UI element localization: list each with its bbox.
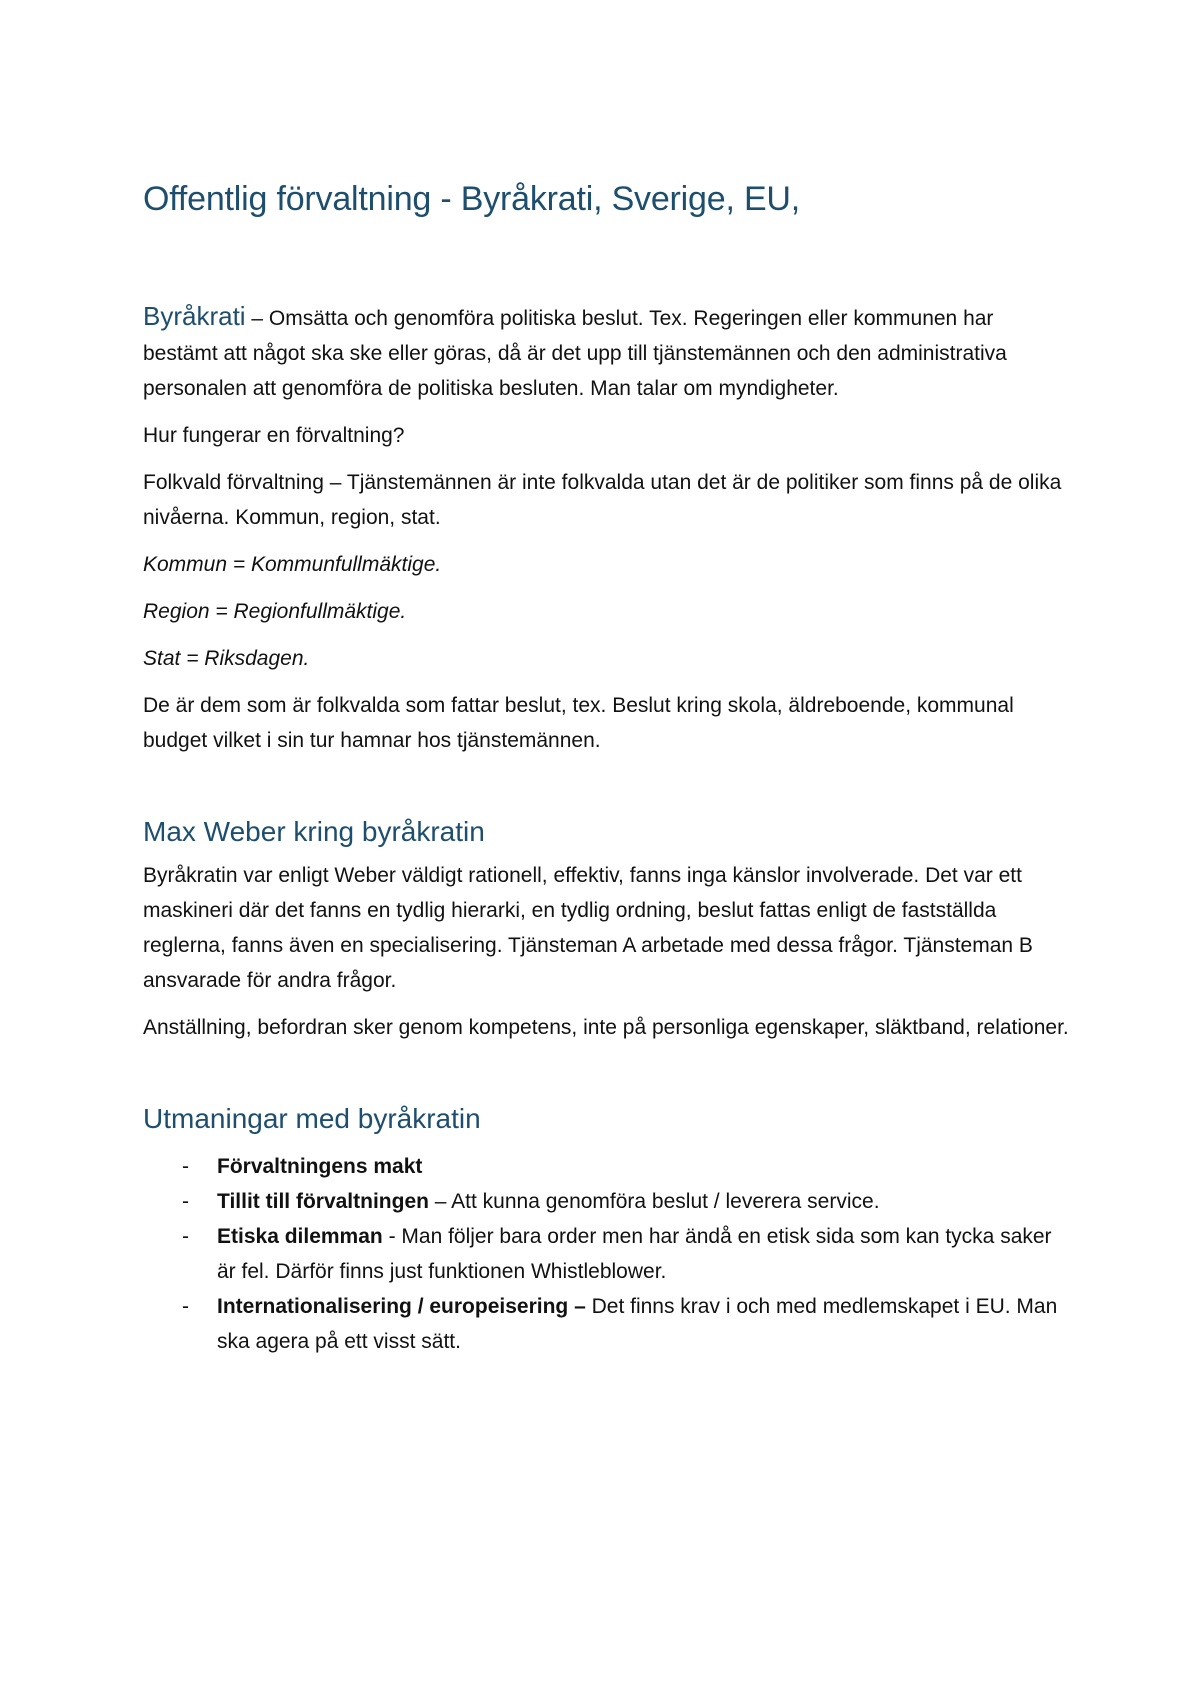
decisions-paragraph: De är dem som är folkvalda som fattar beslut, tex. Beslut kring skola, äldreboende, kommunal budget vilket i sin tur hamnar hos tjänstemännen. bbox=[143, 694, 1014, 752]
list-item bbox=[143, 1219, 1073, 1289]
dash-bullet: - bbox=[182, 1190, 189, 1213]
level-region: Region = Regionfullmäktige. bbox=[143, 600, 407, 623]
list-item-text: – Att kunna genomföra beslut / leverera service. bbox=[428, 1190, 880, 1213]
list-item bbox=[143, 1149, 1073, 1184]
folkvald-paragraph: Folkvald förvaltning – Tjänstemännen är inte folkvalda utan det är de politiker som finns på de olika nivåerna. Kommun, region, stat. bbox=[143, 471, 1062, 529]
document-title: Offentlig förvaltning - Byråkrati, Sverige, EU, bbox=[143, 180, 801, 218]
level-kommun: Kommun = Kommunfullmäktige. bbox=[143, 553, 442, 576]
weber-heading: Max Weber kring byråkratin bbox=[143, 816, 485, 847]
intro-paragraph bbox=[143, 299, 1073, 406]
dash-bullet: - bbox=[182, 1295, 189, 1318]
weber-paragraph-1: Byråkratin var enligt Weber väldigt rationell, effektiv, fanns inga känslor involverade. Det var ett maskineri där det fanns en tydlig hierarki, en tydlig ordning, beslut fattas enligt de fastställda reglerna, fanns även en specialisering. Tjänsteman A arbetade med dessa frågor. Tjänsteman B ansvarade för andra frågor. bbox=[143, 864, 1033, 992]
challenges-list bbox=[143, 1149, 1073, 1359]
list-item-bold: Tillit till förvaltningen bbox=[217, 1190, 429, 1213]
challenges-heading: Utmaningar med byråkratin bbox=[143, 1103, 481, 1134]
list-item-text: Det finns krav i och med medlemskapet i EU. Man ska agera på ett visst sätt. bbox=[217, 1295, 1058, 1353]
list-item-bold: Etiska dilemman bbox=[217, 1225, 383, 1248]
list-item bbox=[143, 1184, 1073, 1219]
dash-bullet: - bbox=[182, 1155, 189, 1178]
list-item-text: - Man följer bara order men har ändå en etisk sida som kan tycka saker är fel. Därför finns just funktionen Whistleblower. bbox=[217, 1225, 1052, 1283]
list-item-bold: Förvaltningens makt bbox=[217, 1155, 423, 1178]
weber-paragraph-2: Anställning, befordran sker genom kompetens, inte på personliga egenskaper, släktband, relationer. bbox=[143, 1016, 1069, 1039]
list-item-bold: Internationalisering / europeisering – bbox=[217, 1295, 586, 1318]
list-item bbox=[143, 1289, 1073, 1359]
dash-bullet: - bbox=[182, 1225, 189, 1248]
question-paragraph: Hur fungerar en förvaltning? bbox=[143, 424, 405, 447]
intro-lead: Byråkrati bbox=[143, 301, 246, 331]
document-page bbox=[143, 180, 1073, 1359]
level-stat: Stat = Riksdagen. bbox=[143, 647, 310, 670]
intro-text: – Omsätta och genomföra politiska beslut. Tex. Regeringen eller kommunen har bestämt att något ska ske eller göras, då är det upp till tjänstemännen och den administrativa personalen att genomföra de politiska besluten. Man talar om myndigheter. bbox=[143, 307, 1007, 400]
